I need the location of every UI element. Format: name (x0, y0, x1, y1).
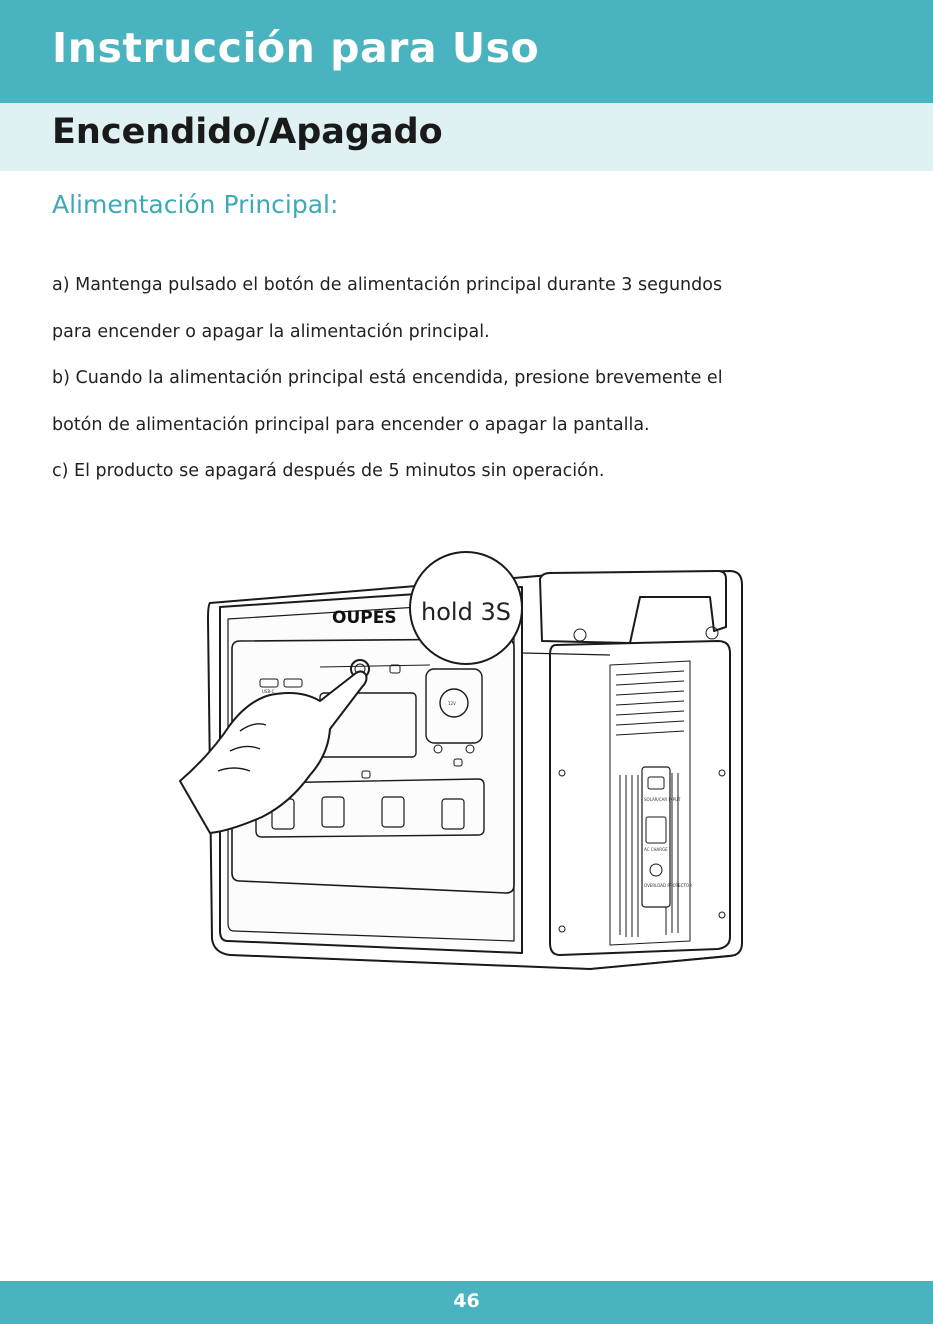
ac-charge-label: AC CHARGE (644, 847, 668, 852)
instructions-text (52, 262, 892, 495)
power-station-illustration (170, 545, 770, 975)
usb-label: USB-C (262, 689, 275, 694)
dc-label: 12V (448, 701, 456, 706)
brand-logo: OUPES (332, 608, 397, 628)
overload-label: OVERLOAD PROTECTOR (644, 883, 692, 888)
instruction-line: b) Cuando la alimentación principal está encendida, presione brevemente el (52, 368, 723, 388)
section-heading: Encendido/Apagado (52, 112, 443, 152)
callout-label: hold 3S (421, 598, 511, 626)
instruction-line: para encender o apagar la alimentación principal. (52, 321, 490, 342)
instruction-line: botón de alimentación principal para encender o apagar la pantalla. (52, 414, 650, 435)
side-panel (550, 641, 730, 955)
power-station-drawing (170, 545, 770, 975)
page-title: Instrucción para Uso (52, 24, 540, 72)
subsection-heading: Alimentación Principal: (52, 190, 339, 219)
instruction-line: c) El producto se apagará después de 5 minutos sin operación. (52, 461, 605, 481)
solar-label: SOLAR/CAR INPUT (644, 797, 681, 802)
instruction-line: a) Mantenga pulsado el botón de alimentación principal durante 3 segundos (52, 275, 723, 295)
page-number: 46 (453, 1290, 480, 1312)
